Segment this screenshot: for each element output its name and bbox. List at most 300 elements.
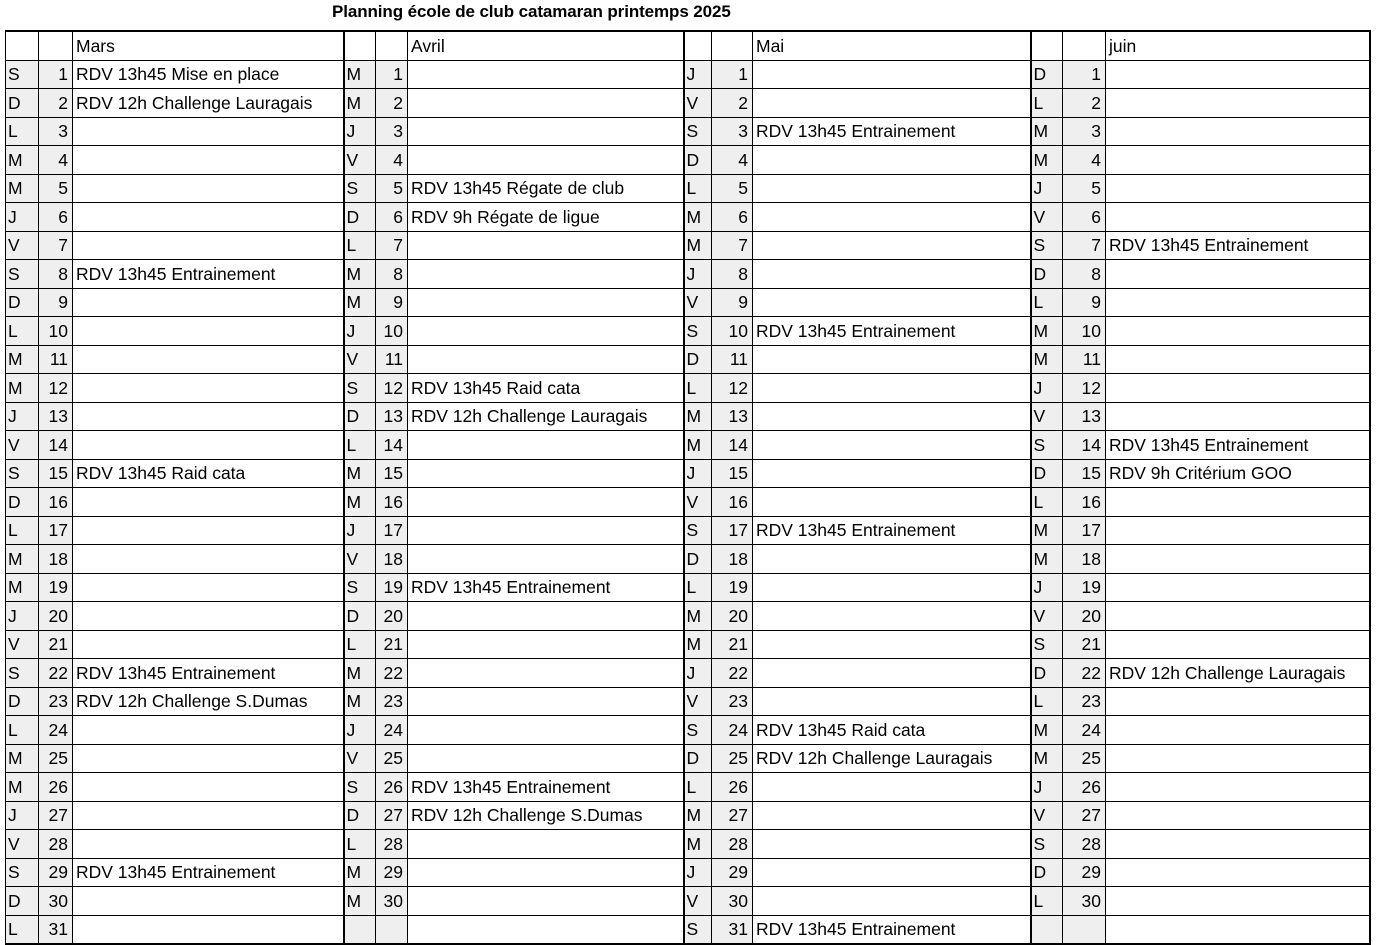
- mai-day-number-cell: 10: [712, 317, 753, 346]
- mai-day-of-week-cell: S: [684, 915, 712, 944]
- juin-event-cell: [1106, 545, 1370, 574]
- mars-day-of-week-cell: M: [6, 345, 39, 374]
- table-row: [6, 89, 1370, 118]
- mai-day-of-week-cell: M: [684, 801, 712, 830]
- mars-event-cell: [73, 801, 344, 830]
- avril-day-number-cell: 22: [376, 659, 408, 688]
- mars-day-number-cell: 21: [39, 630, 73, 659]
- mai-day-of-week-cell: M: [684, 431, 712, 460]
- mai-day-number-cell: 19: [712, 573, 753, 602]
- juin-day-of-week-cell: M: [1031, 317, 1063, 346]
- mai-event-cell: RDV 13h45 Entrainement: [753, 516, 1031, 545]
- mars-day-of-week-cell: S: [6, 260, 39, 289]
- table-row: [6, 545, 1370, 574]
- juin-day-of-week-cell: L: [1031, 89, 1063, 118]
- juin-event-cell: RDV 9h Critérium GOO: [1106, 459, 1370, 488]
- mai-day-of-week-cell: V: [684, 89, 712, 118]
- avril-event-cell: [408, 887, 684, 916]
- avril-day-number-cell: 29: [376, 858, 408, 887]
- mai-day-number-cell: 4: [712, 146, 753, 175]
- juin-day-number-cell: 20: [1063, 602, 1106, 631]
- mai-day-number-cell: 29: [712, 858, 753, 887]
- mars-day-number-cell: 13: [39, 402, 73, 431]
- mars-day-number-cell: 3: [39, 117, 73, 146]
- mars-event-cell: [73, 345, 344, 374]
- mai-day-number-cell: 22: [712, 659, 753, 688]
- juin-day-number-cell: 23: [1063, 687, 1106, 716]
- avril-event-cell: RDV 13h45 Régate de club: [408, 174, 684, 203]
- mai-event-cell: [753, 773, 1031, 802]
- juin-event-cell: [1106, 773, 1370, 802]
- juin-event-cell: [1106, 887, 1370, 916]
- mai-day-of-week-cell: S: [684, 117, 712, 146]
- table-row: [6, 117, 1370, 146]
- table-row: [6, 602, 1370, 631]
- table-row: [6, 260, 1370, 289]
- mars-event-cell: [73, 744, 344, 773]
- table-row: [6, 801, 1370, 830]
- table-row: [6, 431, 1370, 460]
- mai-event-cell: [753, 288, 1031, 317]
- mai-day-of-week-cell: D: [684, 744, 712, 773]
- avril-day-of-week-cell: [344, 915, 376, 944]
- avril-day-of-week-cell: S: [344, 174, 376, 203]
- mai-event-cell: [753, 488, 1031, 517]
- table-row: [6, 459, 1370, 488]
- mars-event-cell: [73, 545, 344, 574]
- avril-day-number-cell: 9: [376, 288, 408, 317]
- avril-day-of-week-cell: J: [344, 117, 376, 146]
- mars-day-of-week-cell: M: [6, 374, 39, 403]
- mars-event-cell: RDV 13h45 Entrainement: [73, 858, 344, 887]
- avril-event-cell: [408, 659, 684, 688]
- avril-day-of-week-cell: J: [344, 516, 376, 545]
- mai-day-number-cell: 15: [712, 459, 753, 488]
- juin-day-of-week-cell: J: [1031, 573, 1063, 602]
- month-header-juin: juin: [1106, 31, 1370, 60]
- table-row: [6, 887, 1370, 916]
- avril-day-of-week-cell: V: [344, 345, 376, 374]
- mars-day-number-cell: 2: [39, 89, 73, 118]
- juin-event-cell: [1106, 630, 1370, 659]
- juin-event-cell: [1106, 402, 1370, 431]
- juin-event-cell: [1106, 174, 1370, 203]
- juin-day-number-cell: 6: [1063, 203, 1106, 232]
- mars-day-number-cell: 9: [39, 288, 73, 317]
- mars-day-of-week-cell: S: [6, 60, 39, 89]
- table-row: [6, 402, 1370, 431]
- avril-day-number-cell: 1: [376, 60, 408, 89]
- mai-day-number-cell: 23: [712, 687, 753, 716]
- mai-day-of-week-cell: M: [684, 402, 712, 431]
- juin-day-of-week-cell: S: [1031, 231, 1063, 260]
- mars-event-cell: [73, 203, 344, 232]
- juin-event-cell: [1106, 117, 1370, 146]
- mars-day-of-week-cell: L: [6, 915, 39, 944]
- juin-day-number-cell: 19: [1063, 573, 1106, 602]
- avril-event-cell: [408, 630, 684, 659]
- header-blank-cell: [344, 31, 376, 60]
- mai-day-of-week-cell: S: [684, 516, 712, 545]
- juin-day-of-week-cell: L: [1031, 887, 1063, 916]
- table-row: [6, 231, 1370, 260]
- mars-day-number-cell: 12: [39, 374, 73, 403]
- mars-day-number-cell: 6: [39, 203, 73, 232]
- juin-event-cell: [1106, 830, 1370, 859]
- mars-day-number-cell: 11: [39, 345, 73, 374]
- mars-day-number-cell: 23: [39, 687, 73, 716]
- mai-event-cell: RDV 13h45 Entrainement: [753, 317, 1031, 346]
- juin-day-of-week-cell: D: [1031, 659, 1063, 688]
- mai-event-cell: [753, 345, 1031, 374]
- mars-day-of-week-cell: M: [6, 545, 39, 574]
- mars-day-of-week-cell: M: [6, 174, 39, 203]
- juin-event-cell: [1106, 89, 1370, 118]
- mai-event-cell: [753, 545, 1031, 574]
- juin-day-of-week-cell: M: [1031, 345, 1063, 374]
- avril-day-of-week-cell: V: [344, 146, 376, 175]
- mai-day-of-week-cell: L: [684, 174, 712, 203]
- table-row: [6, 773, 1370, 802]
- avril-day-of-week-cell: M: [344, 858, 376, 887]
- avril-event-cell: [408, 260, 684, 289]
- mars-day-of-week-cell: D: [6, 89, 39, 118]
- avril-day-of-week-cell: M: [344, 687, 376, 716]
- juin-day-number-cell: 14: [1063, 431, 1106, 460]
- juin-day-of-week-cell: J: [1031, 773, 1063, 802]
- avril-event-cell: RDV 12h Challenge S.Dumas: [408, 801, 684, 830]
- juin-day-of-week-cell: M: [1031, 146, 1063, 175]
- mars-event-cell: [73, 374, 344, 403]
- juin-day-of-week-cell: L: [1031, 687, 1063, 716]
- mars-event-cell: RDV 12h Challenge S.Dumas: [73, 687, 344, 716]
- mai-day-number-cell: 30: [712, 887, 753, 916]
- mars-day-number-cell: 27: [39, 801, 73, 830]
- mai-event-cell: [753, 602, 1031, 631]
- mars-event-cell: [73, 915, 344, 944]
- table-row: [6, 288, 1370, 317]
- mars-day-of-week-cell: L: [6, 516, 39, 545]
- mai-event-cell: RDV 13h45 Entrainement: [753, 915, 1031, 944]
- mars-event-cell: [73, 602, 344, 631]
- avril-event-cell: RDV 12h Challenge Lauragais: [408, 402, 684, 431]
- juin-day-of-week-cell: S: [1031, 431, 1063, 460]
- avril-day-of-week-cell: V: [344, 744, 376, 773]
- avril-day-number-cell: 6: [376, 203, 408, 232]
- mai-day-number-cell: 28: [712, 830, 753, 859]
- avril-day-number-cell: 19: [376, 573, 408, 602]
- juin-day-of-week-cell: M: [1031, 744, 1063, 773]
- avril-event-cell: [408, 858, 684, 887]
- table-row: [6, 687, 1370, 716]
- juin-day-number-cell: 16: [1063, 488, 1106, 517]
- mai-day-of-week-cell: V: [684, 488, 712, 517]
- mai-day-number-cell: 2: [712, 89, 753, 118]
- mars-event-cell: RDV 12h Challenge Lauragais: [73, 89, 344, 118]
- juin-day-number-cell: 21: [1063, 630, 1106, 659]
- mars-event-cell: [73, 516, 344, 545]
- table-row: [6, 174, 1370, 203]
- mars-event-cell: [73, 146, 344, 175]
- mai-day-number-cell: 13: [712, 402, 753, 431]
- avril-day-of-week-cell: M: [344, 659, 376, 688]
- mars-day-number-cell: 5: [39, 174, 73, 203]
- mai-day-of-week-cell: J: [684, 459, 712, 488]
- avril-day-number-cell: 25: [376, 744, 408, 773]
- avril-day-of-week-cell: L: [344, 431, 376, 460]
- avril-event-cell: [408, 117, 684, 146]
- mai-day-number-cell: 3: [712, 117, 753, 146]
- juin-day-of-week-cell: V: [1031, 801, 1063, 830]
- mai-day-of-week-cell: S: [684, 716, 712, 745]
- schedule-table: [5, 30, 1371, 945]
- table-row: [6, 830, 1370, 859]
- mars-event-cell: [73, 431, 344, 460]
- avril-day-number-cell: 5: [376, 174, 408, 203]
- table-row: [6, 659, 1370, 688]
- mars-day-of-week-cell: D: [6, 687, 39, 716]
- mars-day-of-week-cell: S: [6, 659, 39, 688]
- mai-event-cell: [753, 203, 1031, 232]
- mai-event-cell: [753, 858, 1031, 887]
- mars-day-number-cell: 1: [39, 60, 73, 89]
- mars-event-cell: [73, 488, 344, 517]
- mai-event-cell: [753, 573, 1031, 602]
- mars-event-cell: RDV 13h45 Mise en place: [73, 60, 344, 89]
- mars-day-number-cell: 18: [39, 545, 73, 574]
- juin-day-number-cell: 1: [1063, 60, 1106, 89]
- mars-day-of-week-cell: V: [6, 231, 39, 260]
- header-blank-cell: [39, 31, 73, 60]
- avril-day-of-week-cell: M: [344, 488, 376, 517]
- mars-day-of-week-cell: M: [6, 744, 39, 773]
- mai-day-number-cell: 8: [712, 260, 753, 289]
- juin-day-of-week-cell: D: [1031, 858, 1063, 887]
- mars-event-cell: [73, 773, 344, 802]
- juin-day-of-week-cell: M: [1031, 117, 1063, 146]
- mars-day-number-cell: 7: [39, 231, 73, 260]
- mai-day-of-week-cell: V: [684, 687, 712, 716]
- mars-day-number-cell: 19: [39, 573, 73, 602]
- juin-day-of-week-cell: D: [1031, 60, 1063, 89]
- avril-day-of-week-cell: M: [344, 60, 376, 89]
- table-row: [6, 146, 1370, 175]
- juin-day-number-cell: 24: [1063, 716, 1106, 745]
- juin-event-cell: [1106, 858, 1370, 887]
- juin-day-number-cell: 25: [1063, 744, 1106, 773]
- mars-day-of-week-cell: V: [6, 830, 39, 859]
- mai-day-of-week-cell: D: [684, 545, 712, 574]
- juin-day-of-week-cell: M: [1031, 545, 1063, 574]
- table-row: [6, 516, 1370, 545]
- juin-day-of-week-cell: L: [1031, 288, 1063, 317]
- table-row: [6, 488, 1370, 517]
- table-row: [6, 60, 1370, 89]
- table-row: [6, 317, 1370, 346]
- avril-day-of-week-cell: L: [344, 231, 376, 260]
- juin-day-number-cell: 28: [1063, 830, 1106, 859]
- mars-day-number-cell: 30: [39, 887, 73, 916]
- mars-day-number-cell: 26: [39, 773, 73, 802]
- mai-event-cell: [753, 431, 1031, 460]
- mars-day-number-cell: 22: [39, 659, 73, 688]
- header-blank-cell: [712, 31, 753, 60]
- avril-event-cell: [408, 317, 684, 346]
- mai-day-of-week-cell: L: [684, 573, 712, 602]
- avril-day-of-week-cell: V: [344, 545, 376, 574]
- mai-day-number-cell: 17: [712, 516, 753, 545]
- juin-day-number-cell: 7: [1063, 231, 1106, 260]
- juin-day-of-week-cell: D: [1031, 459, 1063, 488]
- juin-day-of-week-cell: V: [1031, 402, 1063, 431]
- mai-day-of-week-cell: D: [684, 146, 712, 175]
- juin-day-number-cell: 4: [1063, 146, 1106, 175]
- juin-event-cell: RDV 13h45 Entrainement: [1106, 231, 1370, 260]
- juin-day-number-cell: [1063, 915, 1106, 944]
- juin-event-cell: [1106, 915, 1370, 944]
- avril-day-number-cell: 23: [376, 687, 408, 716]
- juin-event-cell: [1106, 288, 1370, 317]
- mars-event-cell: [73, 630, 344, 659]
- mai-event-cell: [753, 659, 1031, 688]
- mai-day-number-cell: 7: [712, 231, 753, 260]
- mai-day-of-week-cell: S: [684, 317, 712, 346]
- mars-day-of-week-cell: L: [6, 117, 39, 146]
- avril-event-cell: [408, 60, 684, 89]
- table-row: [6, 630, 1370, 659]
- avril-day-of-week-cell: M: [344, 288, 376, 317]
- mai-day-number-cell: 27: [712, 801, 753, 830]
- header-blank-cell: [376, 31, 408, 60]
- avril-day-number-cell: 20: [376, 602, 408, 631]
- mai-day-of-week-cell: M: [684, 602, 712, 631]
- avril-day-number-cell: 28: [376, 830, 408, 859]
- mars-day-of-week-cell: J: [6, 602, 39, 631]
- juin-event-cell: [1106, 801, 1370, 830]
- juin-event-cell: [1106, 203, 1370, 232]
- mars-day-number-cell: 10: [39, 317, 73, 346]
- juin-event-cell: [1106, 687, 1370, 716]
- avril-day-of-week-cell: S: [344, 573, 376, 602]
- mars-event-cell: [73, 288, 344, 317]
- avril-day-of-week-cell: L: [344, 630, 376, 659]
- juin-event-cell: [1106, 488, 1370, 517]
- avril-event-cell: [408, 830, 684, 859]
- mars-day-number-cell: 14: [39, 431, 73, 460]
- juin-day-number-cell: 12: [1063, 374, 1106, 403]
- avril-day-number-cell: 24: [376, 716, 408, 745]
- avril-day-of-week-cell: S: [344, 374, 376, 403]
- mai-day-of-week-cell: M: [684, 231, 712, 260]
- avril-event-cell: [408, 687, 684, 716]
- avril-event-cell: [408, 89, 684, 118]
- mars-event-cell: [73, 117, 344, 146]
- header-blank-cell: [684, 31, 712, 60]
- avril-day-number-cell: 21: [376, 630, 408, 659]
- avril-day-number-cell: 12: [376, 374, 408, 403]
- avril-day-number-cell: 8: [376, 260, 408, 289]
- mars-day-number-cell: 25: [39, 744, 73, 773]
- table-row: [6, 374, 1370, 403]
- mars-day-number-cell: 16: [39, 488, 73, 517]
- mai-event-cell: RDV 12h Challenge Lauragais: [753, 744, 1031, 773]
- mai-day-number-cell: 21: [712, 630, 753, 659]
- juin-event-cell: RDV 12h Challenge Lauragais: [1106, 659, 1370, 688]
- avril-day-of-week-cell: S: [344, 773, 376, 802]
- juin-day-number-cell: 13: [1063, 402, 1106, 431]
- table-row: [6, 915, 1370, 944]
- juin-day-number-cell: 15: [1063, 459, 1106, 488]
- avril-day-of-week-cell: J: [344, 716, 376, 745]
- mai-day-of-week-cell: L: [684, 374, 712, 403]
- mars-day-of-week-cell: J: [6, 402, 39, 431]
- mai-day-of-week-cell: L: [684, 773, 712, 802]
- juin-event-cell: RDV 13h45 Entrainement: [1106, 431, 1370, 460]
- juin-day-of-week-cell: S: [1031, 630, 1063, 659]
- mars-day-of-week-cell: V: [6, 630, 39, 659]
- avril-day-of-week-cell: M: [344, 887, 376, 916]
- mars-event-cell: RDV 13h45 Raid cata: [73, 459, 344, 488]
- juin-event-cell: [1106, 317, 1370, 346]
- mai-day-of-week-cell: J: [684, 260, 712, 289]
- avril-event-cell: RDV 9h Régate de ligue: [408, 203, 684, 232]
- juin-event-cell: [1106, 716, 1370, 745]
- juin-day-of-week-cell: D: [1031, 260, 1063, 289]
- mai-event-cell: [753, 459, 1031, 488]
- juin-event-cell: [1106, 516, 1370, 545]
- mars-event-cell: [73, 317, 344, 346]
- table-row: [6, 744, 1370, 773]
- mars-day-number-cell: 8: [39, 260, 73, 289]
- mars-day-of-week-cell: D: [6, 488, 39, 517]
- avril-day-of-week-cell: D: [344, 602, 376, 631]
- juin-day-number-cell: 26: [1063, 773, 1106, 802]
- avril-event-cell: [408, 716, 684, 745]
- avril-event-cell: [408, 345, 684, 374]
- juin-day-of-week-cell: M: [1031, 716, 1063, 745]
- mai-event-cell: [753, 801, 1031, 830]
- juin-day-number-cell: 5: [1063, 174, 1106, 203]
- juin-event-cell: [1106, 602, 1370, 631]
- avril-day-number-cell: 15: [376, 459, 408, 488]
- mai-day-of-week-cell: V: [684, 887, 712, 916]
- mai-day-number-cell: 1: [712, 60, 753, 89]
- avril-day-number-cell: 10: [376, 317, 408, 346]
- mai-day-of-week-cell: V: [684, 288, 712, 317]
- mai-day-number-cell: 18: [712, 545, 753, 574]
- juin-day-of-week-cell: V: [1031, 602, 1063, 631]
- mai-day-number-cell: 24: [712, 716, 753, 745]
- month-header-row: [6, 31, 1370, 60]
- mai-event-cell: [753, 260, 1031, 289]
- mars-event-cell: [73, 402, 344, 431]
- avril-event-cell: [408, 288, 684, 317]
- avril-day-of-week-cell: D: [344, 402, 376, 431]
- juin-day-number-cell: 30: [1063, 887, 1106, 916]
- juin-event-cell: [1106, 744, 1370, 773]
- avril-day-number-cell: 17: [376, 516, 408, 545]
- mars-day-number-cell: 17: [39, 516, 73, 545]
- juin-day-of-week-cell: S: [1031, 830, 1063, 859]
- juin-day-of-week-cell: L: [1031, 488, 1063, 517]
- juin-day-number-cell: 11: [1063, 345, 1106, 374]
- avril-day-number-cell: 27: [376, 801, 408, 830]
- avril-day-number-cell: 30: [376, 887, 408, 916]
- juin-day-number-cell: 10: [1063, 317, 1106, 346]
- juin-day-number-cell: 17: [1063, 516, 1106, 545]
- avril-day-of-week-cell: D: [344, 801, 376, 830]
- avril-event-cell: [408, 602, 684, 631]
